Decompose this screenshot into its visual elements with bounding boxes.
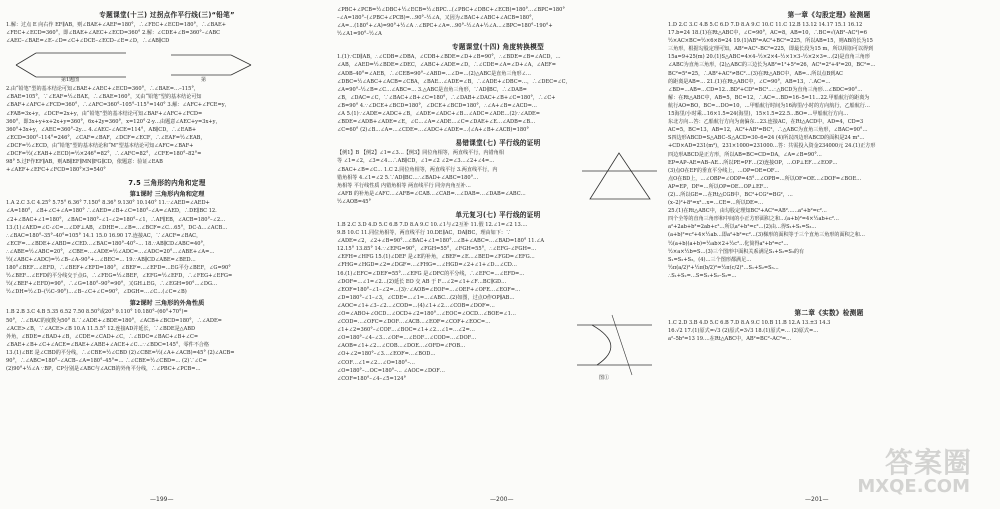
- answer-line: ∠COF…∠1=∠2…∠O=180°–…: [337, 359, 415, 366]
- section-title: 单元复习(七) 平行线的证明: [455, 210, 541, 219]
- answer-line: (x–2)²+8²=x²…x=…CE=…所以DE=…: [668, 200, 764, 207]
- answer-line: 三角形，根据勾股定理可知，AB²=AC²–BC²=225，即最长段为15 m，所以相加可以得到: [668, 46, 874, 53]
- answer-line: 四个全等的直角三角形和中间的小正方形面积之和…(a+b)²=4×½ab+c²…: [668, 216, 840, 223]
- text-block-2c: [337, 149, 659, 206]
- answer-line: ½∠A1=90°–½∠A: [337, 31, 382, 38]
- section-title: 第一章《勾股定理》检测题: [787, 11, 871, 19]
- page-number: —200—: [490, 496, 514, 503]
- answer-line: 1.D 2.C 3.C 4.B 5.C 6.D 7.D 8.A 9.C 10.C 11.C 12.B 13.12 14.17 15.1 16.12: [668, 22, 863, 28]
- answer-line: (2)90°+½∠A ∵BP，CP分别是∠ABC与∠ACB的外角平分线，∴∠PBC+∠PCB=…: [6, 366, 201, 373]
- answer-line: ∠DCF=½(∠EAB+∠ECD)=½×246°=82°，∴∠AFC=82°，∠CFE=180°–82°=: [6, 151, 202, 158]
- answer-line: ½(∠ABC+∠ADC)=½∠B–∠A–90°+…∠BEC=… 19.∵AB∥CD∠ABE=∠BED…: [6, 256, 196, 263]
- answer-line: 外角，∠BDE=∠BAD+∠B，∠CDE=∠CAD+∠C，∴∠BDC=∠BAC+∠B+∠C=: [6, 333, 199, 340]
- page-200: [337, 6, 659, 496]
- answer-line: ∠AEC–∠BAE=∠E–∠D=∠C+∠DCE–∠ECD–∠E=∠D，∴∠AB∥CD: [6, 38, 170, 45]
- lesson-title: 第1课时 三角形内角和定理: [129, 191, 205, 199]
- answer-line: ½×a×½b=S…(3)三个图形中面积关系满足S₁+S₂=S₃的有: [668, 248, 805, 255]
- answer-line: ∠AOC=∠1+∠3–∠2…∠COD=…(4)∠1+∠2…∠COB=∠DOF=…: [337, 302, 495, 309]
- answer-line: 东北方向…答：乙船航行方向为南偏东…23.连接AC，在Rt△ACD中，AD=4，CD=3: [668, 119, 864, 126]
- answer-line: ∠ECF=…∠BDE+∠ABD=∠CED…∠BAC=180°–40°–… 18.∵AB∥CD∠ABC=40°，: [6, 240, 209, 247]
- answer-line: BC²=5²=25，∴AB²+AC²≠BC²…(3)在Rt△ABC中，AB=…所以点B到AC: [668, 70, 843, 77]
- geometry-figure-1: [6, 47, 328, 83]
- answer-line: ∠BAF+∠AFC+∠FCD=360°，∴∠AFC=360°–105°–115°=140° 3.解：∠AFC+∠FCE=y，: [6, 102, 230, 109]
- answer-line: ½(a+b)(a+b)=½ab×2+½c²…化简得a²+b²=c²…: [668, 240, 789, 247]
- answer-line: ∠BAE+∠B+∠C+∠ACE=∠BAE+∠ABE+∠ACE+∠C…∵∠BDC=145°，零件不合格: [6, 341, 209, 348]
- answer-line: 解：在Rt△ABC中，AB=5，BC=12，∴AC=…BD=16–5=11…22.甲船航行的距离为: [668, 94, 870, 101]
- answer-line: ∴∠ABE=½∠ABC=20°，∠CBE=…∠ADE=½∠ADC=…∠ADC=20°…∠ABE+∠A=…: [6, 248, 215, 255]
- answer-line: 13.(1)∠AED=∠C·∠C=…∠DF⊥AB，∠DHE=…∠B=…∠BCF=∠C…65°，DC·Δ…∠ACB…: [6, 224, 228, 231]
- figure-pencil-model: [6, 47, 328, 83]
- answer-line: 16.√2 17.(1)原式=√3 (2)原式=3√3 18.(1)原式=… (2)原式=…: [668, 328, 819, 335]
- answer-line: ∠ADE=∠2，∠2+∠B=90°…∠BAC+∠1=180°…∠B+∠ABC=…∠BAD=180° 11.∠A: [337, 238, 545, 245]
- answer-line: ∠C=60° (2)∠B…∠A=…∠CDE=…∠ADC+∠ADE=…(∠A+∠B+∠ACB)=180°: [337, 127, 529, 134]
- answer-line: ∠AFB 的补角是∠AFC…∠AFB=∠CAB…∠CAB=…∠DAB=…∠DAB=∠ABC…: [337, 190, 526, 197]
- watermark-text: 答案圈: [884, 446, 972, 479]
- answer-line: ∠O+∠2=180°–∠3…∠EOF=…∠BOD…: [337, 351, 436, 358]
- answer-line: 15a=9+25(m) 20.(1)S△ABC=4×4–½×2×4–½×1×3–½×2×3=…(2)是直角三角形: [668, 54, 870, 61]
- answer-line: ∠B=90° 4.∵∠DCE+∠BCD=180°，∠DCE+∠BCD=180°，∴∠A+∠B=∠ACD=…: [337, 102, 537, 109]
- answer-line: ∴∠BAC=180°–35°–40°=105° 14.1 15.0 16.90 17.连接AC，∵∠ACF=∠BAC，: [6, 232, 202, 239]
- answer-line: ∠A=…(180°+∠A)=90°+½∠A ∴∠BPC+∠A=…90°–½∠A+½∠A…∠BPC=180°–190°+: [337, 23, 553, 30]
- answer-line: [668, 296, 990, 304]
- answer-line: ∠COD=…∠OFC=∠DOF…∠ACB…∠EOF=∠COF+∠EOC=…: [337, 319, 491, 326]
- answer-line: +∠AEF+∠EFC+∠FCD=180°×3=540°: [6, 167, 106, 174]
- answer-line: (a+b)²=c²+4×½ab…即a²+b²=c²…(3)梯形的面积等于三个直角三角形的面积之和…: [668, 232, 865, 239]
- answer-line: [668, 288, 990, 296]
- figure-caption: 图①: [599, 375, 610, 381]
- answer-line: 四边形ABCD是正方形，所以AB=BC=CD=DA，∠A=∠B=90°…: [668, 151, 822, 158]
- answer-line: 9.B 10.C 11.同位角相等，两直线平行 10.DE∥AC，DA∥BC，理由如下：∵: [337, 230, 512, 237]
- answer-line: 360°，即3x+y+x+2x+y=360°，6x+2y=360°，x=120°·2·y…由题意∠AEC+y=3x+y，: [6, 118, 221, 125]
- figure-caption: 第1题图: [61, 77, 80, 84]
- answer-line: 1.B 2.C 3.D 4.D 5.C 6.B 7.D 8.A 9.C 10.∠1与∠2互补 11.假 12.∠1=∠2 13.…: [337, 221, 528, 228]
- answer-line: ∠DOF=…∠1=∠2…(2)延长 EO 交 AB 于 F…∠2=∠1+∠F…BC∥GD…: [337, 278, 507, 285]
- answer-line: 1.解：过点 E 向右作 EF∥AB，则∠BAE+∠AEF=180°，∴∠FEC+∠ECD=180°，∴∠BAE+: [6, 22, 226, 28]
- answer-line: ∠EOF=180°–∠1–∠2=…(3)∵∠AOB=∠EOF=…∠OEF+∠OFE…∠EOF=…: [337, 286, 521, 293]
- answer-line: ∠ACE>∠B，∵∠ACE>∠B 10.A 11.5.5° 12.连接AD并延长，∵∠BDE是△ABD: [6, 325, 196, 332]
- answer-line: (2)…所以GE=…在Rt△CGB中，BC²+CG²=BG²，…: [668, 191, 793, 198]
- text-block-2d: [337, 221, 659, 310]
- geometry-figure-angles: [572, 310, 657, 382]
- answer-line: 角相等 平行线性质 内错角相等 两直线平行 同旁内角互补…: [337, 182, 471, 189]
- text-block-1b: [6, 85, 328, 174]
- answer-line: ½π(a/2)²+½π(b/2)²=½π(c/2)²…S₁+S₂=S₃…: [668, 264, 779, 271]
- answer-line: [668, 280, 990, 288]
- lesson-title: 第2课时 三角形的外角性质: [129, 300, 205, 308]
- section-title: 第二章《实数》检测题: [794, 309, 864, 318]
- answer-line: 15海里/小时乘…16×1.5=24(海里)，15×1.5=22.5…BO=…甲船航行方向…: [668, 111, 849, 118]
- answer-line: ∠DCF=½∠ECD，由“铅笔”型的基本结论和“M”型基本结论可知∠AFC=∠BAF+: [6, 142, 194, 149]
- answer-line: 16.(1)∠EFC=∠DEF=55°…∠EFG 是∠DFC的平分线，∴∠EFC=…∠EFD=…: [337, 270, 525, 277]
- answer-line: 25.(1)在Rt△ABC中，由勾股定理知BC²+AC²=AB²……a²+b²=c²…: [668, 208, 827, 215]
- answer-line: ∠FAB=3x+y，∠DCF=2x+y，由“铅笔”型的基本结论可知∠BAF+∠AFC+∠FCD=: [6, 110, 203, 117]
- answer-line: (3)点O在EF的垂直平分线上，…OP=OE=OF…: [668, 167, 780, 174]
- section-title: 专题课堂(十四) 角度转换模型: [452, 43, 544, 52]
- answer-line: 点O在BD上，…∠OBP=∠ODP=45°…∠OPB=…所以OF=OE…∠DOF=∠BOE…: [668, 175, 862, 182]
- answer-line: 的距离是AB=… 21.(1)在Rt△ABC中，∠C=90°，AB=13，∴AC=…: [668, 78, 831, 85]
- answer-line: ∠FHG=∠HGD=∠2=∠DGF=…∠FHG=…∠HGD=∠2+∠1+∠D…∠CD…: [337, 262, 517, 269]
- answer-line: –∠A=180°–(∠PBC+∠PCB)=…90°–½∠A，又因为∠BAC+∠ABC+∠ACB=180°，: [337, 15, 537, 22]
- answer-line: 360°+3x+y，∠AEC=360°–2y… 4.∠AEC–∠ACE=114°，AB∥CD，∴∠EAB+: [6, 126, 197, 133]
- answer-line: 错角相等 4.∠1=∠2 5.∵AD∥BC…∴∠BAD+∠ABC=180°…: [337, 174, 479, 181]
- answer-line: ∠O=180°–∠4–∠3…∠OF=…∠EOF…∠COD=…∠DOF…: [337, 335, 477, 342]
- answer-line: ∠A=90°–½∠B=∠C…∠ABC=… 3.△ABC是直角三角形，∵AD∥BC，∴∠DAB=: [337, 86, 527, 93]
- answer-line: +CD×AD=231(m²)，231×1000=231000…答：共需投入资金234000元 24.(1)正方形: [668, 143, 876, 150]
- answer-line: ∠ECD=300°–114°=246°，∠CAF=∠BAF，∠DCF=∠ECF，∴∠EAF=½∠EAB，: [6, 134, 206, 141]
- text-block-3a: [668, 21, 990, 304]
- answer-line: EP=AP–AE=AB–AE…所以PE=PF…(2)连接OP，…OP⊥EF…∠EOP…: [668, 159, 838, 166]
- answer-line: 90°，∴∠ABC=180°–∠ACB–∠A=180°–45°=… ∴∠CBE=½∠CBD=… (2)∵∠C=: [6, 358, 207, 364]
- answer-line: AC=5，BC=13，AB=12，AC²+AB²=BC²，∴△ABC为直角三角形，∠BAC=90°…: [668, 127, 868, 134]
- answer-line: a²–5b²=13 19.…在Rt△ABC中，AB²=BC²–AC²=…: [668, 336, 792, 343]
- answer-line: ∠1+∠2=360°–∠COF…∠BOC=∠1+∠2…∠1=…∠2=…: [337, 327, 475, 334]
- answer-line: ∠BAE=105°，∵∠EAF=½∠BAE，∴∠BAE=160°，又由“铅笔”型的基本结论可知: [6, 94, 202, 101]
- section-title: 易错课堂(七) 平行线的证明: [455, 139, 541, 148]
- answer-line: 1.(1)∵CD∥AB，∴∠CDB=∠DBA，∠CDB+∠BDE=∠D+∠B=90°，∴∠BDE=∠B=∠ACD，…: [337, 54, 561, 61]
- text-block-1a: [6, 21, 328, 45]
- answer-line: ½∠AOB=45°: [337, 198, 372, 205]
- answer-line: ∠A=180°，∠B+∠C+∠A=180° ∴∠AED=∠B+∠C=180°–∠A=∠AED，∴DE∥BC 12.: [6, 208, 217, 215]
- answer-line: 2.由“铅笔”型的基本结论可知∠BAE+∠AEC+∠ECD=360°，∴∠BAE=…–115°，: [6, 86, 199, 93]
- answer-line: ∠FEC+∠ECD=360°，即∠BAE+∠AEC+∠ECD=360° 2.解：∠CDE+∠B=360°–∠ABC: [6, 30, 221, 37]
- answer-line: 12.15° 13.85° 14.∵∠EFG=90°，∠FGH=55°，∠FGH=55°，∴∠EFG–∠FGH=…: [337, 246, 537, 253]
- answer-line: ∠D=180°–∠1–∠3，∠CDE=…∠1=…∠ABC…(2)如图，过点O作OP∥AB…: [337, 294, 515, 301]
- answer-line: ∠ADB–40°=∠AEB，∴∠CEB=90°–∠ABD=…∠D=…(2)△ABC是直角三角形∠…: [337, 70, 532, 77]
- answer-line: ∠B，∠DAC=∠C，∵∠BAC+∠B+∠C=180°，∴∠DAB+∠DAC+∠B+∠C=180°，∴∠C+: [337, 94, 556, 101]
- text-block-2b: [337, 53, 659, 134]
- answer-line: 【例1】B 【例2】∠1=∠3…【例3】同位角相等，两直线平行，内错角相: [337, 150, 504, 157]
- chapter-title: 7.5 三角形的内角和定理: [128, 179, 206, 188]
- section-title: 专题课堂(十三) 过拐点作平行线(三)“铅笔”: [99, 11, 235, 19]
- answer-line: ½(∠BEF+∠EFD)=90°，∴∠G=180°–90°=90°，又GH⊥EG，∴∠EGH=90°…∠DG…: [6, 281, 218, 288]
- page-199: [6, 6, 328, 496]
- text-block-3b: [668, 319, 990, 343]
- answer-line: ∠PBC+∠PCB=½∠DBC+½∠ECB=½∠BPC…(∠PBC+∠DBC+∠ECB)=180°…∠BPC=180°: [337, 7, 565, 13]
- answer-line: 17.b=24 18.(1)在Rt△ABC中，∠C=90°，AC=8，AB=10，∴BC=√(AB²–AC²)=6: [668, 30, 867, 37]
- answer-line: 航行AO=BO，BC=…DO=10，…甲船航行时间为16海里/小时的方向航行，乙船航行…: [668, 102, 870, 109]
- answer-line: ∠BAC+∠B=∠C… 1.C 2.同位角相等，两直线平行 3.两直线平行，内: [337, 166, 498, 173]
- answer-line: 98° 5.过F作EF∥AB，则AB∥EF∥MN∥FG∥CD，依题意：验证∠EAB: [6, 159, 163, 166]
- figure-caption: 第: [201, 77, 207, 84]
- answer-line: ∠O=180°–…OC=180°–… ∠AOC=∠DOF…: [337, 367, 445, 374]
- answer-line: 180°∠BEF…∠EFD，∴∠BEF+∠EFD=180°，∠BEF=…∠EFD=…EG平分∠BEF，∠G=90°: [6, 265, 231, 272]
- answer-line: 1.B 2.B 3.C 4.B 5.35 6.52 7.50 8.50°或20° 9.110° 10.180°–(60°+70°)=: [6, 309, 188, 316]
- answer-line: 1.C 2.D 3.B 4.D 5.C 6.B 7.D 8.A 9.C 10.B 11.B 12.A 13.±3 14.3: [668, 320, 831, 327]
- answer-line: ½×AC×BC=½×6×8=24 19.(1)AB²=AC²+BC²=225，所以AB=15，则AB的长为15: [668, 38, 873, 45]
- answer-line: ∠BDE=∠ADB+∠ADE=∠E，∠C…∠A=∠ADE…∠C=∠DAE+∠E…∠ADB=∠B…: [337, 119, 536, 126]
- answer-line: 13.(1)∠BE 是∠CBD的平分线，∴∠CBE=½∠CBD (2)∠CBE=½(∠A+∠ACB)=45° (2)∠ACB=: [6, 349, 235, 356]
- answer-line: 1.A 2.C 3.C 4.25° 5.75° 6.36° 7.150° 8.36° 9.130° 10.140° 11.∵∠AED=∠AED+: [6, 200, 210, 207]
- answer-line: ∠A 5.(1)∵∠ADE=∠ADC+∠B，∠ADE=∠ADC+∠B…∠ADC=∠ADE…(2)∵∠ADE=: [337, 111, 541, 118]
- geometry-figure-triangle: [582, 149, 657, 205]
- answer-line: 50°，∴∠BAC的度数为50° 8.∵∠ADE+∠BDE=180°，∠ACB+∠BCD=180°，∴∠ADE=: [6, 317, 222, 324]
- answer-line: ∠DBC=½∠ABC+∠ACB=∠CBA，∠BAE…∠ADE=∠B，∴∠ADE+∠DBC=…，∴∠DEC=∠C，: [337, 78, 571, 85]
- text-block-1d: [6, 308, 328, 373]
- answer-line: ∠BD=…AB=…CD=12…BD²+CD²=BC²…∴△BCD为直角三角形…∠BDC=90°…: [668, 86, 863, 93]
- answer-line: ∠AB，∠AED=½∠BDE=∠DEC，∠ABC+∠ADE=∠D，∴∠CDE=∠A=∠D+∠A，∠AEF=: [337, 62, 556, 69]
- text-block-2a: [337, 6, 659, 38]
- answer-line: a²+2ab+b²=2ab+c²…所以a²+b²=c²…(2)由…得S₁+S₂=S₃…: [668, 224, 817, 231]
- answer-line: 等 ∠1=∠2，∠3=∠4…∴AB∥CD，∠1=∠2 ∠2=∠3…∠2+∠4=…: [337, 158, 495, 165]
- page-number: —199—: [150, 496, 174, 503]
- answer-line: ∠O=∠ABO+∠OCD…∠OCD+∠2=180°…∠EOC=∠OCD…∠BOE=∠1…: [337, 311, 517, 317]
- text-block-2e: [337, 310, 659, 383]
- answer-line: ∠COF=180°–∠4–∠5=124°: [337, 375, 407, 382]
- answer-line: ∠AOB=∠1+∠2…∠COB…∠DOE…∠OFD=∠FOB…: [337, 343, 466, 350]
- watermark-url: MXQE.COM: [857, 476, 970, 497]
- answer-line: ∴S₁+S₂=…S=S₁+S₂–S₃=…: [668, 272, 737, 279]
- answer-line: S₁=S₂+S₃，(4)…三个图形都满足…: [668, 256, 752, 263]
- page-number: —201—: [805, 496, 829, 503]
- answer-line: ∠2+∠BAC+∠1=180°，∠BAC=180°–∠1–∠2=180°–∠1，∴AF∥EB，∠ACB=180°–∠2…: [6, 216, 226, 223]
- answer-line: ∠EFH=∠HFG 15.(1)∠DEF 是∠E的补角，∠BEF=∠E…∠BED=∠FGD=∠EFG…: [337, 254, 535, 261]
- answer-line: S四边形ABCD=S△ABC–S△ACD=30–6=24 (4)所以四边形ABCD的面积是24 m²…: [668, 135, 865, 142]
- answer-line: AP=EP，DF=…所以OP=OE…OP⊥EF…: [668, 183, 769, 190]
- page-201: [668, 6, 990, 496]
- answer-line: ½∠DH=½∠D–(½C–90°)…∠B–∠C+∠C=90°，∠DGH=…∠C…(∠C=∠B): [6, 289, 187, 296]
- text-block-1c: [6, 199, 328, 296]
- answer-line: ½∠BEF…∠EFD的平分线交于点G，∴∠FEG=½∠BEF，∠EFG=½∠EFD，∴∠FEG+∠EFG=: [6, 273, 233, 280]
- answer-line: ∠ABC为直角三角形，(2)△ABC的三边长为AB²=1²+5²=26，AC²=2²+4²=20，BC²=…: [668, 62, 876, 69]
